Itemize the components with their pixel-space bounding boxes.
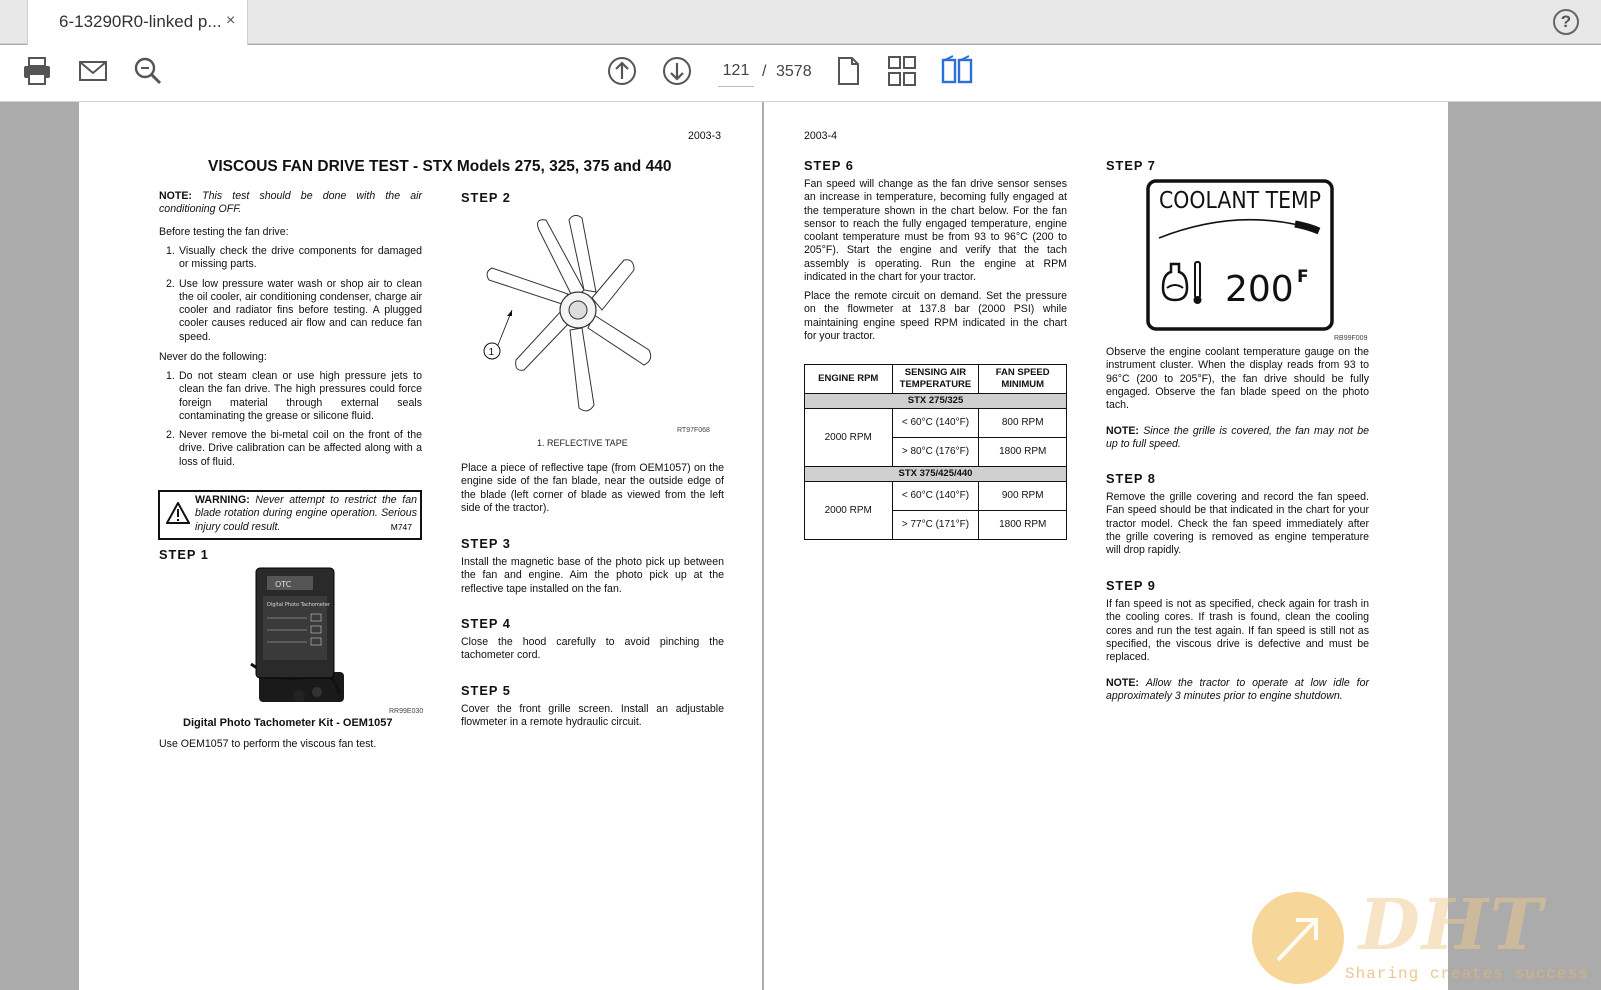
step1-text: Use OEM1057 to perform the viscous fan test. (159, 738, 377, 750)
table-cell: 900 RPM (979, 482, 1067, 511)
fan-blade-image (474, 210, 674, 425)
warning-text: Never attempt to restrict the fan blade rotation during engine operation. Serious injury could result. (195, 494, 417, 533)
table-cell: < 60°C (140°F) (892, 482, 979, 511)
document-tab[interactable] (27, 0, 248, 45)
note-text: Allow the tractor to operate at low idle for approximately 3 minutes prior to engine shutdown. (1106, 677, 1369, 703)
right-page-number: 2003-4 (804, 130, 837, 142)
page-title: VISCOUS FAN DRIVE TEST - STX Models 275, 325, 375 and 440 (208, 158, 672, 175)
watermark-logo-text: DHT (1359, 883, 1544, 966)
table-cell: 2000 RPM (805, 482, 893, 540)
table-cell: > 80°C (176°F) (892, 438, 979, 467)
tach-name: Digital Photo Tachometer (267, 602, 330, 608)
list-item: 1. Do not steam clean or use high pressure jets to clean the fan drive. The high pressures could force foreign material through external seals contaminating the grease or silicone fluid. (166, 370, 422, 422)
step2-text: Place a piece of reflective tape (from OEM1057) on the engine side of the fan blade, near the outside edge of the blade (left corner of blade as viewed from the left side of the tractor). (461, 462, 724, 514)
note-text: Since the grille is covered, the fan may not be up to full speed. (1106, 425, 1369, 451)
group-name: STX 275/325 (805, 394, 1067, 409)
step7-heading: STEP 7 (1106, 158, 1156, 173)
help-icon[interactable]: ? (1553, 9, 1579, 35)
never-do: Never do the following: (159, 351, 267, 363)
close-icon[interactable]: × (226, 12, 236, 29)
page-separator: / (762, 63, 767, 80)
note-label: NOTE: (159, 190, 192, 202)
step9-heading: STEP 9 (1106, 578, 1156, 593)
step8-text: Remove the grille covering and record the fan speed. Fan speed should be that indicated in the chart for your tractor model. Check the fan speed immediately after the grille covering is removed as engine temperature will drop rapidly. (1106, 491, 1369, 557)
tachometer-kit-image (239, 564, 349, 714)
warning-icon (166, 502, 190, 524)
step2-caption: 1. REFLECTIVE TAPE (537, 438, 628, 448)
note-text: This test should be done with the air conditioning OFF. (159, 190, 422, 216)
note-3 (1106, 677, 1369, 704)
step2-heading: STEP 2 (461, 190, 511, 205)
note-2 (1106, 425, 1369, 452)
note-label: NOTE: (1106, 677, 1139, 689)
total-pages: 3578 (776, 63, 812, 80)
table-header: ENGINE RPM (805, 365, 893, 394)
callout-number: 1 (488, 347, 495, 358)
gauge-title: COOLANT TEMP (1159, 188, 1322, 214)
table-cell: 1800 RPM (979, 511, 1067, 540)
single-page-icon[interactable] (831, 54, 865, 88)
list-item: 2. Use low pressure water wash or shop air to clean the oil cooler, air conditioning condenser, charge air cooler and radiator fins before testing. A plugged cooler causes reduced air flow and can reduce fan speed. (166, 277, 422, 343)
table-cell: < 60°C (140°F) (892, 409, 979, 438)
fan-speed-table (804, 364, 1067, 540)
step6-text-2: Place the remote circuit on demand. Set the pressure on the flowmeter at 137.8 bar (2000 PSI) while maintaining engine speed RPM indicated in the chart for your tractor. (804, 290, 1067, 342)
step4-text: Close the hood carefully to avoid pinching the tachometer cord. (461, 636, 724, 662)
previous-page-icon[interactable] (605, 54, 639, 88)
step6-text: Fan speed will change as the fan drive sensor senses an increase in temperature, becoming fully engaged at the temperature shown in the chart below. For the fan sensor to reach the fully engaged temperature, engine coolant temperature must be from 93 to 96°C (200 to 205°F). Start the engine and verify that the tach assembly is operating. Run the engine at RPM indicated in the chart for your tractor. (804, 178, 1067, 284)
table-group-row (805, 467, 1067, 482)
print-icon[interactable] (20, 54, 54, 88)
step3-text: Install the magnetic base of the photo pick up between the fan and engine. Aim the photo pick up at the reflective tape installed on the fan. (461, 556, 724, 595)
email-icon[interactable] (76, 54, 110, 88)
tab-bar (0, 0, 1601, 44)
toolbar (0, 45, 1601, 102)
table-cell: 1800 RPM (979, 438, 1067, 467)
zoom-search-icon[interactable] (131, 54, 165, 88)
table-cell: 2000 RPM (805, 409, 893, 467)
table-cell: 800 RPM (979, 409, 1067, 438)
note-label: NOTE: (1106, 425, 1139, 437)
step7-text: Observe the engine coolant temperature gauge on the instrument cluster. When the display reads from 93 to 96°C (200 to 205°F), the fan drive should be fully engaged. Observe the fan blade speed on the photo tach. (1106, 346, 1369, 412)
table-row (805, 482, 1067, 511)
step7-figure-code: RB99F009 (1334, 335, 1368, 342)
table-cell: > 77°C (171°F) (892, 511, 979, 540)
note-1 (159, 190, 422, 217)
step4-heading: STEP 4 (461, 616, 511, 631)
never-do-list (159, 370, 422, 475)
list-item: 2. Never remove the bi-metal coil on the front of the drive. Drive calibration can be affected along with a loss of fluid. (166, 429, 422, 468)
before-testing: Before testing the fan drive: (159, 226, 289, 238)
step2-figure-code: RT97F068 (677, 427, 710, 434)
group-name: STX 375/425/440 (805, 467, 1067, 482)
left-page-number: 2003-3 (688, 130, 721, 142)
list-item: 1. Visually check the drive components for damaged or missing parts. (166, 245, 422, 271)
table-header: SENSING AIR TEMPERATURE (892, 365, 979, 394)
right-page (764, 102, 1448, 990)
table-group-row (805, 394, 1067, 409)
step8-heading: STEP 8 (1106, 471, 1156, 486)
step1-figure-code: RR99E030 (389, 708, 424, 715)
step5-heading: STEP 5 (461, 683, 511, 698)
warning-box (158, 490, 422, 540)
page-number-input[interactable]: 121 (718, 55, 754, 87)
left-page (79, 102, 762, 990)
step6-heading: STEP 6 (804, 158, 854, 173)
watermark-logo-icon (1250, 890, 1346, 986)
table-header-row (805, 365, 1067, 394)
gauge-value: 200 (1225, 269, 1294, 310)
document-viewer[interactable] (0, 102, 1601, 990)
gauge-unit: F (1297, 267, 1309, 287)
step9-text: If fan speed is not as specified, check again for trash in the cooling cores. If trash is found, clean the cooling cores and run the test again. If fan speed is still not as specified, the viscous drive is defective and must be replaced. (1106, 598, 1369, 664)
step1-heading: STEP 1 (159, 547, 209, 562)
warning-code: M747 (390, 522, 412, 532)
step1-caption: Digital Photo Tachometer Kit - OEM1057 (183, 717, 393, 729)
step5-text: Cover the front grille screen. Install an adjustable flowmeter in a remote hydraulic circuit. (461, 703, 724, 729)
tach-brand: OTC (275, 580, 292, 589)
tab-title: 6-13290R0-linked p... (59, 12, 222, 31)
two-page-view-icon[interactable] (940, 54, 974, 88)
before-testing-list (159, 245, 422, 350)
scroll-pages-icon[interactable] (885, 54, 919, 88)
table-header: FAN SPEED MINIMUM (979, 365, 1067, 394)
next-page-icon[interactable] (660, 54, 694, 88)
warning-label: WARNING: (195, 494, 250, 506)
table-row (805, 409, 1067, 438)
watermark-tagline: Sharing creates success (1345, 965, 1589, 983)
coolant-gauge-image (1145, 178, 1335, 332)
step3-heading: STEP 3 (461, 536, 511, 551)
